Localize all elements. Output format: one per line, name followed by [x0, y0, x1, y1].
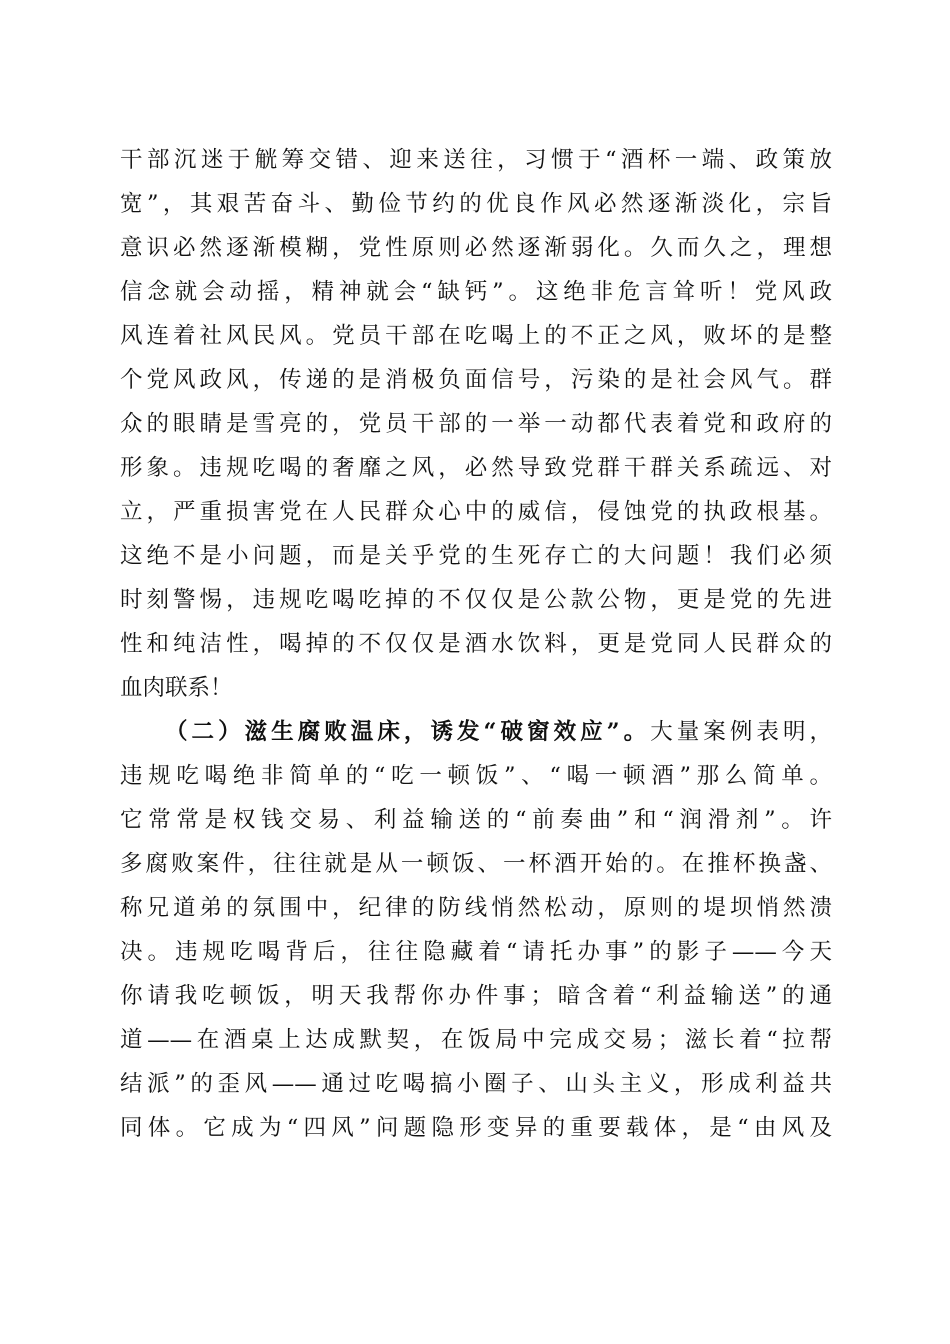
text-line: 你请我吃顿饭，明天我帮你办件事；暗含着“利益输送”的通: [120, 983, 832, 1009]
text-line: 风连着社风民风。党员干部在吃喝上的不正之风，败坏的是整: [120, 323, 832, 349]
text-line: 违规吃喝绝非简单的“吃一顿饭”、“喝一顿酒”那么简单。: [120, 763, 832, 789]
text-line: 立，严重损害党在人民群众心中的威信，侵蚀党的执政根基。: [120, 499, 832, 525]
text-line: 这绝不是小问题，而是关乎党的生死存亡的大问题！我们必须: [120, 543, 832, 569]
text-line: 个党风政风，传递的是消极负面信号，污染的是社会风气。群: [120, 367, 832, 393]
text-line: 形象。违规吃喝的奢靡之风，必然导致党群干群关系疏远、对: [120, 455, 832, 481]
text-line: 多腐败案件，往往就是从一顿饭、一杯酒开始的。在推杯换盏、: [120, 851, 832, 877]
text-line: 结派”的歪风——通过吃喝搞小圈子、山头主义，形成利益共: [120, 1071, 832, 1097]
text-line: 信念就会动摇，精神就会“缺钙”。这绝非危言耸听！党风政: [120, 279, 832, 305]
text-line: 时刻警惕，违规吃喝吃掉的不仅仅是公款公物，更是党的先进: [120, 587, 832, 613]
text-run: 大量案例表明，: [650, 719, 832, 745]
text-line: 众的眼睛是雪亮的，党员干部的一举一动都代表着党和政府的: [120, 411, 832, 437]
text-line: 它常常是权钱交易、利益输送的“前奏曲”和“润滑剂”。许: [120, 807, 832, 833]
text-line: 意识必然逐渐模糊，党性原则必然逐渐弱化。久而久之，理想: [120, 235, 832, 261]
text-line: 决。违规吃喝背后，往往隐藏着“请托办事”的影子——今天: [120, 939, 832, 965]
document-body: [120, 138, 832, 1150]
text-line: 宽”，其艰苦奋斗、勤俭节约的优良作风必然逐渐淡化，宗旨: [120, 191, 832, 217]
paragraph-1: [120, 138, 832, 710]
text-line: 道——在酒桌上达成默契，在饭局中完成交易；滋长着“拉帮: [120, 1027, 832, 1053]
text-line: 干部沉迷于觥筹交错、迎来送往，习惯于“酒杯一端、政策放: [120, 147, 832, 173]
section-heading: （二）滋生腐败温床，诱发“破窗效应”。: [165, 719, 651, 745]
paragraph-2: [120, 710, 832, 1150]
text-line-first: [120, 710, 832, 754]
text-line: 血肉联系！: [120, 675, 233, 701]
text-line: 称兄道弟的氛围中，纪律的防线悄然松动，原则的堤坝悄然溃: [120, 895, 832, 921]
text-line: 性和纯洁性，喝掉的不仅仅是酒水饮料，更是党同人民群众的: [120, 631, 832, 657]
text-line: 同体。它成为“四风”问题隐形变异的重要载体，是“由风及: [120, 1115, 832, 1141]
